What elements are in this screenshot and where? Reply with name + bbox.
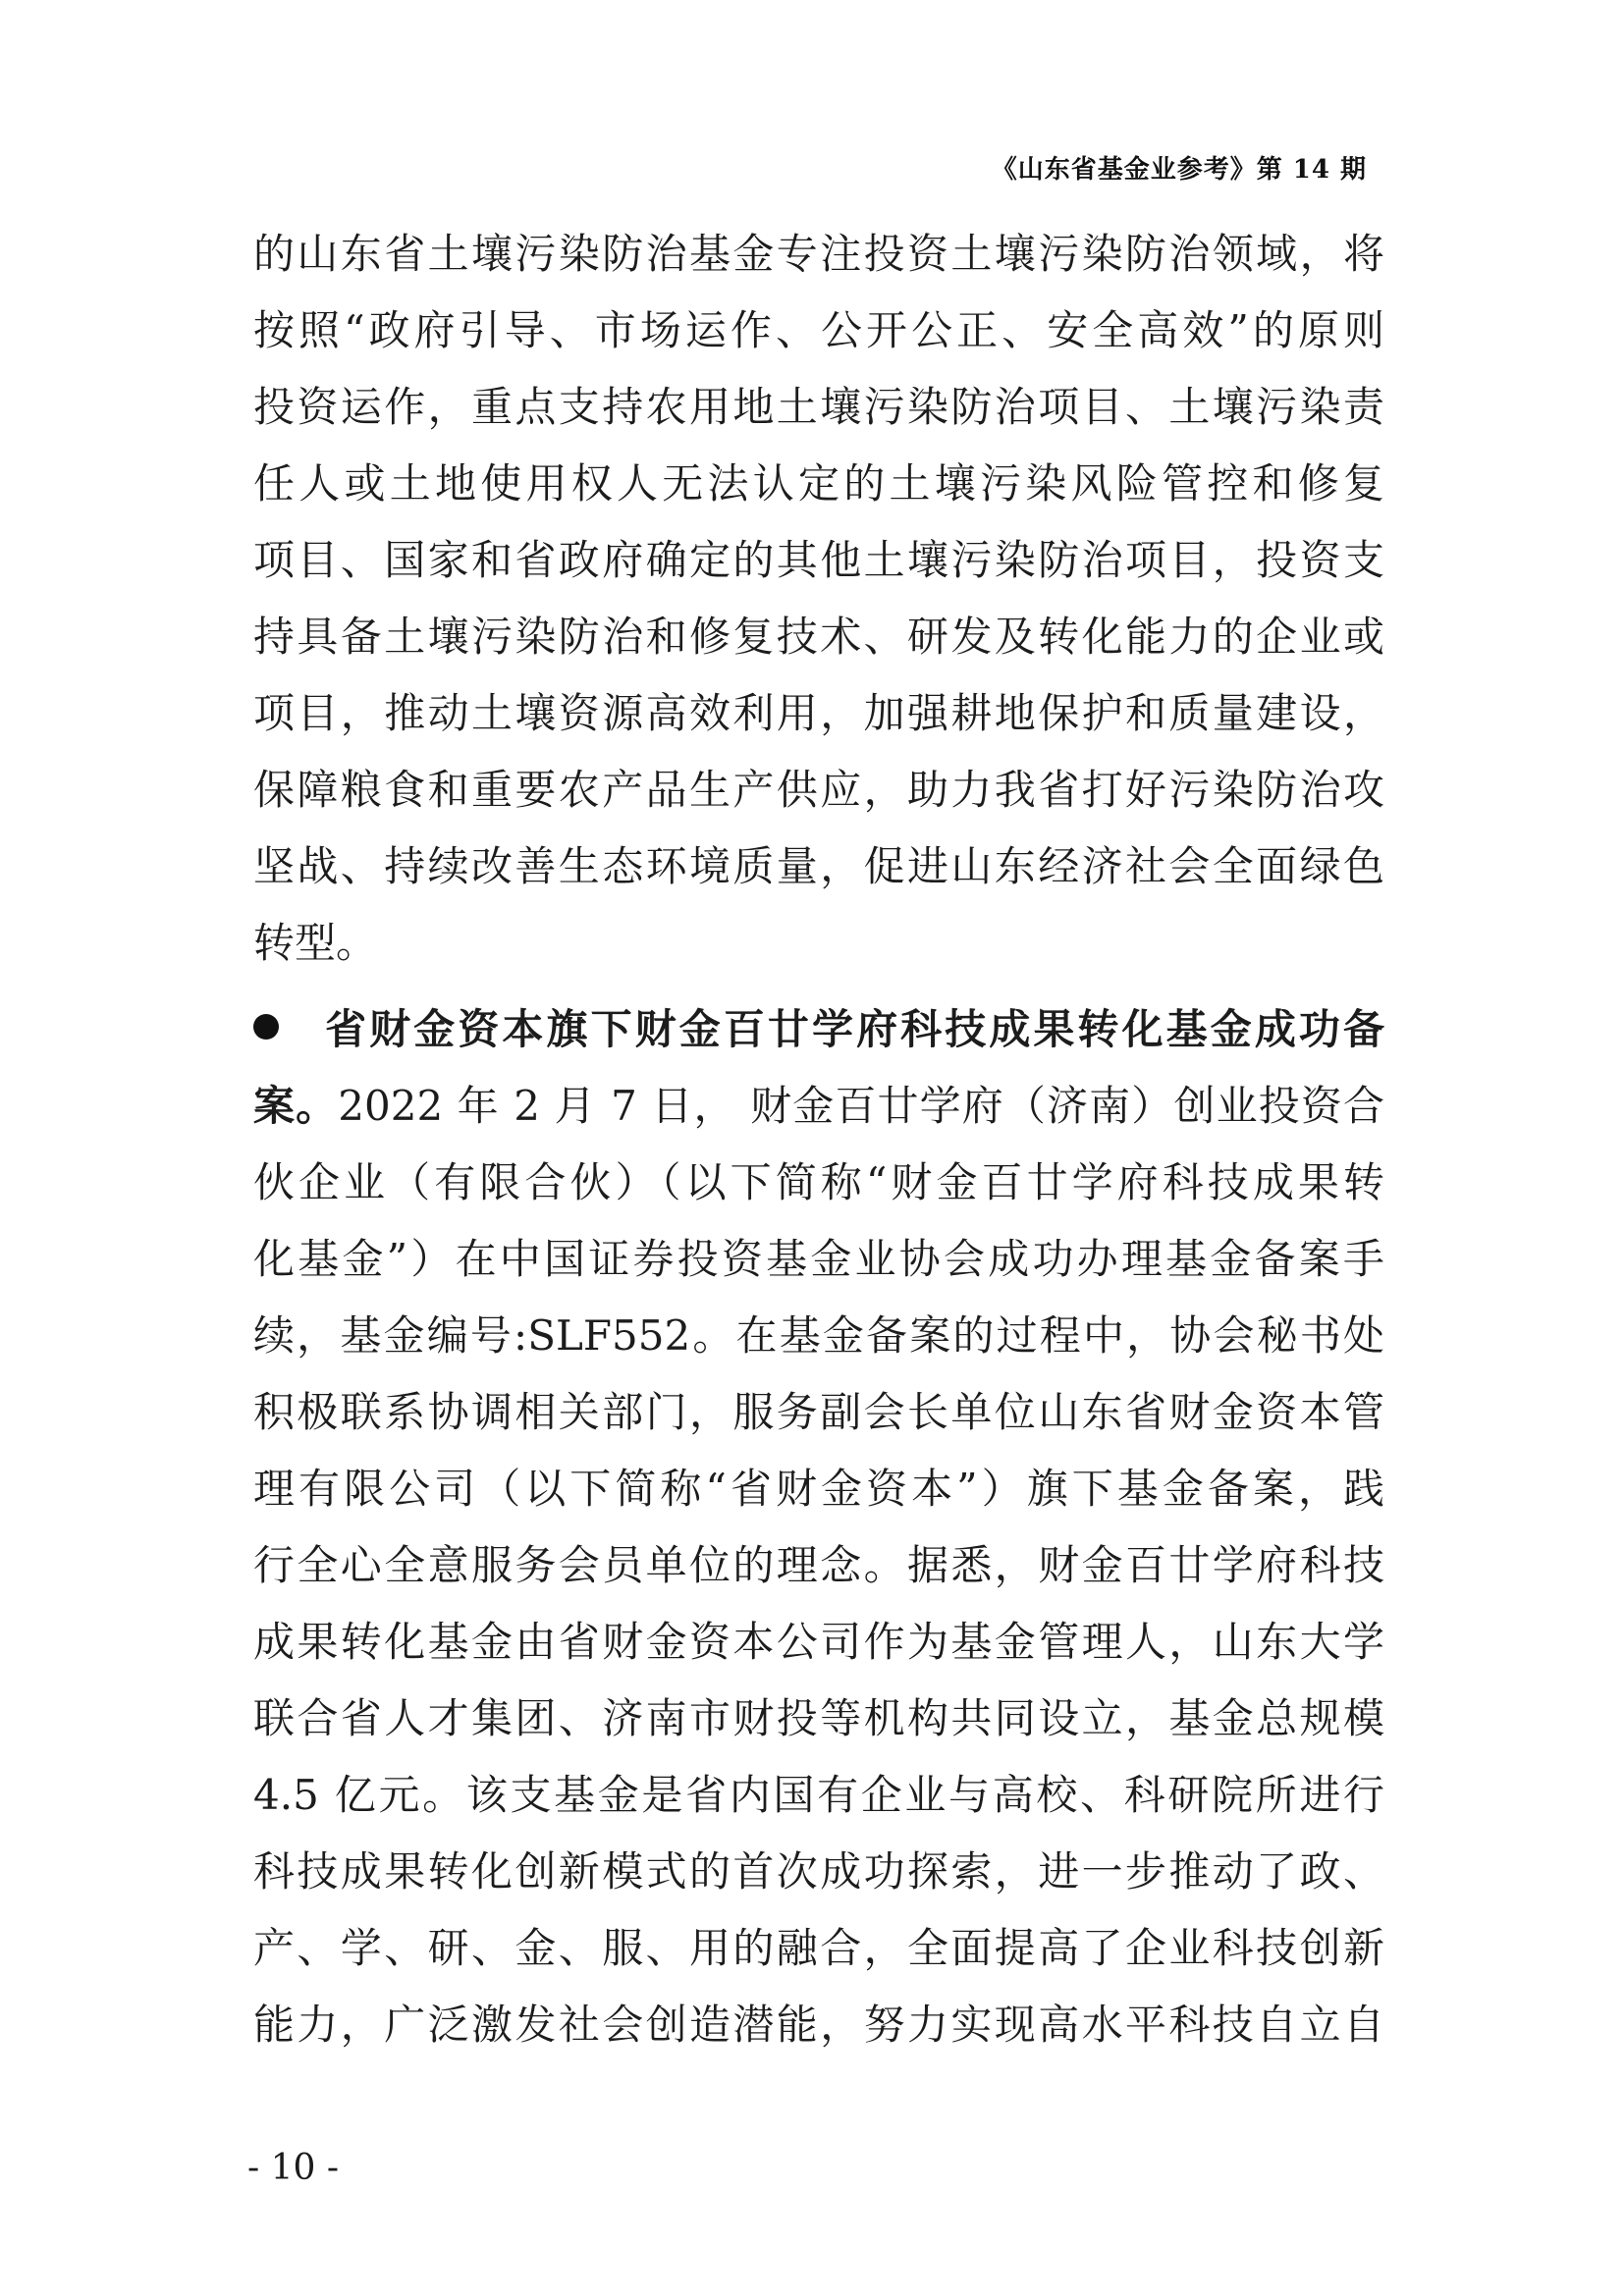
paragraph-line: 伙企业（有限合伙）（以下简称“财金百廿学府科技成果转	[253, 1158, 1384, 1206]
paragraph-line: 联合省人才集团、济南市财投等机构共同设立，基金总规模	[253, 1694, 1384, 1742]
paragraph-line: 续，基金编号:SLF552。在基金备案的过程中，协会秘书处	[253, 1311, 1384, 1360]
running-header: 《山东省基金业参考》第 14 期	[991, 155, 1367, 185]
paragraph-line: 理有限公司（以下简称“省财金资本”）旗下基金备案，践	[253, 1465, 1384, 1513]
paragraph-line: 按照“政府引导、市场运作、公开公正、安全高效”的原则	[253, 306, 1384, 354]
section-heading-tail: 案。	[253, 1082, 339, 1130]
paragraph-line: 化基金”）在中国证券投资基金业协会成功办理基金备案手	[253, 1235, 1384, 1283]
paragraph-line: 科技成果转化创新模式的首次成功探索，进一步推动了政、	[253, 1847, 1384, 1896]
paragraph-line: 积极联系协调相关部门，服务副会长单位山东省财金资本管	[253, 1388, 1384, 1436]
paragraph-line: 项目、国家和省政府确定的其他土壤污染防治项目，投资支	[253, 536, 1384, 584]
paragraph-line: 成果转化基金由省财金资本公司作为基金管理人，山东大学	[253, 1618, 1384, 1666]
paragraph-line: 投资运作，重点支持农用地土壤污染防治项目、土壤污染责	[253, 383, 1384, 431]
section-heading-text: 省财金资本旗下财金百廿学府科技成果转化基金成功备	[322, 1005, 1384, 1053]
paragraph-text: 2022 年 2 月 7 日， 财金百廿学府（济南）创业投资合	[338, 1082, 1384, 1130]
page-number: - 10 -	[247, 2148, 340, 2188]
paragraph-line: 持具备土壤污染防治和修复技术、研发及转化能力的企业或	[253, 613, 1384, 661]
paragraph-line: 转型。	[253, 919, 378, 967]
paragraph-line: 产、学、研、金、服、用的融合，全面提高了企业科技创新	[253, 1924, 1384, 1972]
bullet-icon	[253, 1014, 279, 1040]
paragraph-line: 保障粮食和重要农产品生产供应，助力我省打好污染防治攻	[253, 766, 1384, 814]
paragraph-line: 4.5 亿元。该支基金是省内国有企业与高校、科研院所进行	[253, 1771, 1384, 1819]
paragraph-line: 能力，广泛激发社会创造潜能，努力实现高水平科技自立自	[253, 2001, 1384, 2049]
paragraph-line: 坚战、持续改善生态环境质量，促进山东经济社会全面绿色	[253, 842, 1384, 890]
paragraph-line: 行全心全意服务会员单位的理念。据悉，财金百廿学府科技	[253, 1541, 1384, 1589]
paragraph-line: 项目，推动土壤资源高效利用，加强耕地保护和质量建设，	[253, 689, 1384, 737]
section-heading	[253, 1004, 1384, 1055]
paragraph-line: 的山东省土壤污染防治基金专注投资土壤污染防治领域，将	[253, 230, 1384, 278]
paragraph-line	[253, 1081, 1384, 1132]
paragraph-line: 任人或土地使用权人无法认定的土壤污染风险管控和修复	[253, 459, 1384, 507]
